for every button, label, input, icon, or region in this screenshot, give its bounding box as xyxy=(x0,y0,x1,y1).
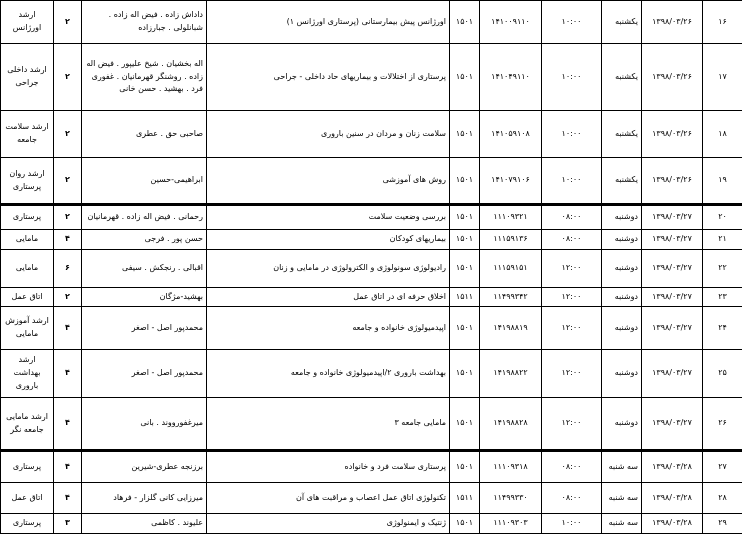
exam-code-cell: ۱۱۱۰۹۳۰۳ xyxy=(480,514,542,534)
exam-teacher-cell: حسن پور . فرجی xyxy=(82,230,207,250)
exam-group-cell: ۱۵۰۱ xyxy=(450,307,480,350)
exam-teacher-cell: محمدپور اصل - اصغر xyxy=(82,307,207,350)
table-row xyxy=(1,158,742,205)
table-body xyxy=(1,1,742,534)
exam-time-cell: ۱۲:۰۰ xyxy=(542,350,602,398)
exam-day-cell: یکشنبه xyxy=(602,44,642,111)
exam-teacher-cell: ابراهیمی-حسین xyxy=(82,158,207,205)
exam-code-cell: ۱۱۱۰۹۳۲۱ xyxy=(480,205,542,230)
exam-field-cell: ارشد مامایی جامعه نگر xyxy=(1,398,54,451)
exam-group-cell: ۱۵۱۱ xyxy=(450,483,480,514)
table-row xyxy=(1,250,742,288)
exam-field-cell: ارشد سلامت جامعه xyxy=(1,111,54,158)
exam-field-cell: اتاق عمل xyxy=(1,483,54,514)
exam-units-cell: ۳ xyxy=(54,514,82,534)
exam-code-cell: ۱۱۱۵۹۱۵۱ xyxy=(480,250,542,288)
exam-group-cell: ۱۵۰۱ xyxy=(450,514,480,534)
exam-time-cell: ۰۸:۰۰ xyxy=(542,483,602,514)
exam-field-cell: مامایی xyxy=(1,250,54,288)
exam-time-cell: ۱۲:۰۰ xyxy=(542,250,602,288)
exam-time-cell: ۱۲:۰۰ xyxy=(542,398,602,451)
exam-row-number-cell: ٢٢ xyxy=(703,250,742,288)
exam-units-cell: ۴ xyxy=(54,350,82,398)
exam-teacher-cell: رحمانی . فیض اله زاده . قهرمانیان xyxy=(82,205,207,230)
exam-date-cell: ۱۳۹۸/۰۳/۲۷ xyxy=(642,350,703,398)
exam-time-cell: ۱۰:۰۰ xyxy=(542,158,602,205)
exam-day-cell: دوشنبه xyxy=(602,230,642,250)
exam-teacher-cell: داداش زاده . فیض اله زاده . شبانلولی . جبارزاده xyxy=(82,1,207,44)
exam-field-cell: پرستاری xyxy=(1,451,54,483)
exam-row-number-cell: ٢١ xyxy=(703,230,742,250)
exam-code-cell: ۱۱۴۹۹۳۴۲ xyxy=(480,288,542,307)
exam-time-cell: ۰۸:۰۰ xyxy=(542,205,602,230)
exam-group-cell: ۱۵۰۱ xyxy=(450,111,480,158)
exam-course-cell: اخلاق حرفه ای در اتاق عمل xyxy=(207,288,450,307)
exam-course-cell: اپیدمیولوژی خانواده و جامعه xyxy=(207,307,450,350)
exam-course-cell: رادیولوژی سونولوژی و الکترولوژی در مامایی و زنان xyxy=(207,250,450,288)
exam-row-number-cell: ٢٨ xyxy=(703,483,742,514)
table-row xyxy=(1,451,742,483)
exam-row-number-cell: ٢٧ xyxy=(703,451,742,483)
exam-date-cell: ۱۳۹۸/۰۳/۲۸ xyxy=(642,514,703,534)
exam-code-cell: ۱۴۱۹۸۸۲۸ xyxy=(480,398,542,451)
exam-course-cell: اورژانس پیش بیمارستانی (پرستاری اورژانس ۱) xyxy=(207,1,450,44)
exam-date-cell: ۱۳۹۸/۰۳/۲۶ xyxy=(642,44,703,111)
table-row xyxy=(1,1,742,44)
exam-course-cell: بیماریهای کودکان xyxy=(207,230,450,250)
exam-time-cell: ۱۲:۰۰ xyxy=(542,307,602,350)
exam-units-cell: ۴ xyxy=(54,483,82,514)
exam-course-cell: سلامت زنان و مردان در سنین باروری xyxy=(207,111,450,158)
exam-course-cell: پرستاری سلامت فرد و خانواده xyxy=(207,451,450,483)
exam-group-cell: ۱۵۰۱ xyxy=(450,205,480,230)
exam-units-cell: ۲ xyxy=(54,288,82,307)
exam-row-number-cell: ١٩ xyxy=(703,158,742,205)
exam-units-cell: ۴ xyxy=(54,398,82,451)
exam-date-cell: ۱۳۹۸/۰۳/۲۷ xyxy=(642,398,703,451)
exam-day-cell: سه شنبه xyxy=(602,483,642,514)
exam-field-cell: ارشد داخلی جراحی xyxy=(1,44,54,111)
exam-teacher-cell: اله بخشیان . شیخ علیپور . فیض اله زاده . روشنگر قهرمانیان . غفوری فرد . بهشید . حسن خانی xyxy=(82,44,207,111)
exam-teacher-cell: اقبالی . رنجکش . سیفی xyxy=(82,250,207,288)
exam-row-number-cell: ٢٠ xyxy=(703,205,742,230)
exam-date-cell: ۱۳۹۸/۰۳/۲۶ xyxy=(642,111,703,158)
table-row xyxy=(1,398,742,451)
exam-units-cell: ۴ xyxy=(54,230,82,250)
table-row xyxy=(1,111,742,158)
exam-course-cell: بررسی وضعیت سلامت xyxy=(207,205,450,230)
exam-date-cell: ۱۳۹۸/۰۳/۲۷ xyxy=(642,230,703,250)
table-row xyxy=(1,350,742,398)
exam-field-cell: ارشد روان پرستاری xyxy=(1,158,54,205)
exam-code-cell: ۱۴۱۹۸۸۲۲ xyxy=(480,350,542,398)
exam-row-number-cell: ٢۶ xyxy=(703,398,742,451)
exam-code-cell: ۱۴۱۰۷۹۱۰۶ xyxy=(480,158,542,205)
exam-teacher-cell: علیوند . کاظمی xyxy=(82,514,207,534)
exam-day-cell: یکشنبه xyxy=(602,111,642,158)
exam-time-cell: ۱۰:۰۰ xyxy=(542,44,602,111)
exam-course-cell: تکنولوژی اتاق عمل اعصاب و مراقبت های آن xyxy=(207,483,450,514)
exam-row-number-cell: ٢٩ xyxy=(703,514,742,534)
exam-teacher-cell: بهشید-مژگان xyxy=(82,288,207,307)
exam-date-cell: ۱۳۹۸/۰۳/۲۶ xyxy=(642,1,703,44)
exam-code-cell: ۱۱۴۹۹۳۳۰ xyxy=(480,483,542,514)
exam-time-cell: ۱۰:۰۰ xyxy=(542,1,602,44)
table-row xyxy=(1,307,742,350)
exam-date-cell: ۱۳۹۸/۰۳/۲۸ xyxy=(642,483,703,514)
exam-group-cell: ۱۵۰۱ xyxy=(450,451,480,483)
exam-time-cell: ۱۰:۰۰ xyxy=(542,111,602,158)
exam-group-cell: ۱۵۰۱ xyxy=(450,230,480,250)
exam-day-cell: سه شنبه xyxy=(602,514,642,534)
exam-date-cell: ۱۳۹۸/۰۳/۲۷ xyxy=(642,288,703,307)
exam-units-cell: ۲ xyxy=(54,158,82,205)
exam-row-number-cell: ١٧ xyxy=(703,44,742,111)
exam-field-cell: مامایی xyxy=(1,230,54,250)
exam-row-number-cell: ٢٣ xyxy=(703,288,742,307)
exam-field-cell: ارشد اورژانس xyxy=(1,1,54,44)
exam-teacher-cell: میرزایی کانی گلزار - فرهاد xyxy=(82,483,207,514)
exam-units-cell: ۶ xyxy=(54,250,82,288)
table-row xyxy=(1,44,742,111)
exam-units-cell: ۲ xyxy=(54,1,82,44)
exam-date-cell: ۱۳۹۸/۰۳/۲۷ xyxy=(642,307,703,350)
table-row xyxy=(1,288,742,307)
exam-group-cell: ۱۵۱۱ xyxy=(450,288,480,307)
exam-day-cell: دوشنبه xyxy=(602,205,642,230)
exam-teacher-cell: میرغفورووند . بانی xyxy=(82,398,207,451)
exam-course-cell: ژنتیک و ایمنولوژی xyxy=(207,514,450,534)
exam-units-cell: ۲ xyxy=(54,44,82,111)
exam-teacher-cell: محمدپور اصل - اصغر xyxy=(82,350,207,398)
exam-code-cell: ۱۴۱۰۰۹۱۱۰ xyxy=(480,1,542,44)
exam-date-cell: ۱۳۹۸/۰۳/۲۷ xyxy=(642,205,703,230)
exam-date-cell: ۱۳۹۸/۰۳/۲۶ xyxy=(642,158,703,205)
exam-group-cell: ۱۵۰۱ xyxy=(450,44,480,111)
exam-time-cell: ۰۸:۰۰ xyxy=(542,230,602,250)
exam-course-cell: روش های آموزشی xyxy=(207,158,450,205)
exam-row-number-cell: ٢۴ xyxy=(703,307,742,350)
exam-row-number-cell: ١۶ xyxy=(703,1,742,44)
exam-course-cell: بهداشت باروری ۲/اپیدمیولوژی خانواده و جامعه xyxy=(207,350,450,398)
exam-day-cell: دوشنبه xyxy=(602,307,642,350)
exam-field-cell: پرستاری xyxy=(1,514,54,534)
exam-time-cell: ۱۲:۰۰ xyxy=(542,288,602,307)
exam-code-cell: ۱۴۱۰۵۹۱۰۸ xyxy=(480,111,542,158)
exam-date-cell: ۱۳۹۸/۰۳/۲۷ xyxy=(642,250,703,288)
exam-field-cell: پرستاری xyxy=(1,205,54,230)
exam-code-cell: ۱۱۱۵۹۱۳۶ xyxy=(480,230,542,250)
exam-day-cell: سه شنبه xyxy=(602,451,642,483)
exam-group-cell: ۱۵۰۱ xyxy=(450,158,480,205)
exam-course-cell: پرستاری از اختلالات و بیماریهای حاد داخلی - جراحی xyxy=(207,44,450,111)
exam-units-cell: ۲ xyxy=(54,111,82,158)
exam-code-cell: ۱۴۱۰۴۹۱۱۰ xyxy=(480,44,542,111)
exam-day-cell: دوشنبه xyxy=(602,250,642,288)
exam-field-cell: ارشد آموزش مامایی xyxy=(1,307,54,350)
exam-day-cell: دوشنبه xyxy=(602,350,642,398)
table-row xyxy=(1,514,742,534)
exam-field-cell: اتاق عمل xyxy=(1,288,54,307)
exam-day-cell: دوشنبه xyxy=(602,288,642,307)
exam-day-cell: دوشنبه xyxy=(602,398,642,451)
exam-day-cell: یکشنبه xyxy=(602,1,642,44)
exam-date-cell: ۱۳۹۸/۰۳/۲۸ xyxy=(642,451,703,483)
exam-row-number-cell: ٢۵ xyxy=(703,350,742,398)
exam-teacher-cell: صاحبی حق . عطری xyxy=(82,111,207,158)
table-row xyxy=(1,483,742,514)
exam-field-cell: ارشد بهداشت باروری xyxy=(1,350,54,398)
exam-time-cell: ۱۰:۰۰ xyxy=(542,514,602,534)
exam-group-cell: ۱۵۰۱ xyxy=(450,250,480,288)
exam-group-cell: ۱۵۰۱ xyxy=(450,1,480,44)
exam-units-cell: ۲ xyxy=(54,205,82,230)
exam-units-cell: ۴ xyxy=(54,451,82,483)
exam-day-cell: یکشنبه xyxy=(602,158,642,205)
exam-group-cell: ۱۵۰۱ xyxy=(450,350,480,398)
table-row xyxy=(1,205,742,230)
exam-code-cell: ۱۱۱۰۹۳۱۸ xyxy=(480,451,542,483)
table-row xyxy=(1,230,742,250)
exam-units-cell: ۴ xyxy=(54,307,82,350)
exam-code-cell: ۱۴۱۹۸۸۱۹ xyxy=(480,307,542,350)
exam-row-number-cell: ١٨ xyxy=(703,111,742,158)
exam-teacher-cell: برزنجه عطری-شیرین xyxy=(82,451,207,483)
exam-course-cell: مامایی جامعه ۳ xyxy=(207,398,450,451)
exam-group-cell: ۱۵۰۱ xyxy=(450,398,480,451)
exam-time-cell: ۰۸:۰۰ xyxy=(542,451,602,483)
